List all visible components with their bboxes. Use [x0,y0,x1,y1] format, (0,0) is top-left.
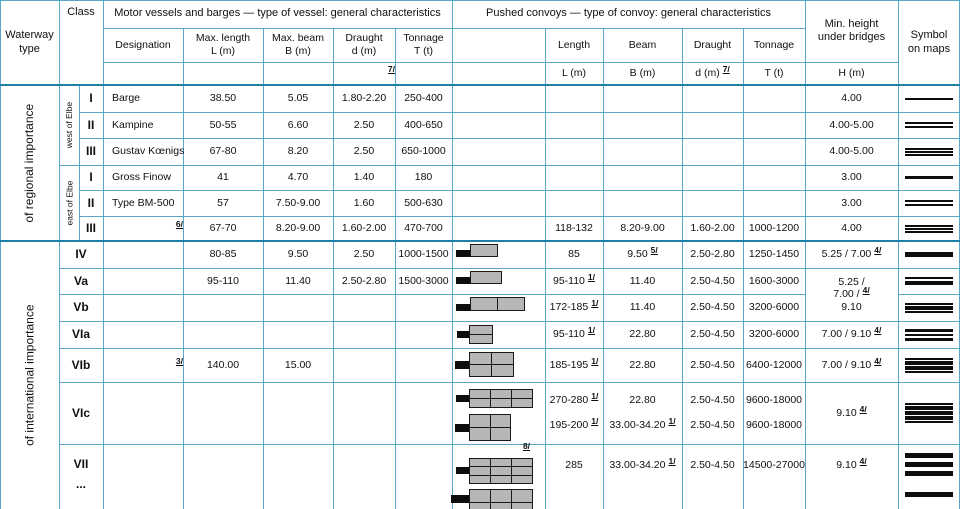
pushed-convoys-group-header: Pushed convoys — type of convoy: general characteristics [486,7,771,20]
convoy-value-cell: 285 [565,458,583,471]
value-cell: 650-1000 [401,145,446,158]
tonnage-header: Tonnage T (t) [403,32,444,57]
convoy-diagram-2x2 [469,414,511,441]
west-of-elbe-label: west of Elbe [63,101,74,149]
value-cell: 1.60 [353,196,375,209]
min-height-header: Min. height under bridges [817,17,886,43]
convoy-diagram-1x2 [469,325,493,344]
value-cell: 470-700 [404,222,443,235]
convoy-beam-unit: B (m) [629,67,656,80]
value-cell: 250-400 [404,92,443,105]
east-of-elbe-label: east of Elbe [63,180,74,226]
value-cell: 41 [217,171,229,184]
min-height-cell: 3.00 [841,171,862,184]
convoy-value-cell: 1.60-2.00 [690,222,735,235]
draught-header: Draught d (m) [345,32,383,57]
min-height-cell: 3.00 [841,196,862,209]
class-cell: II [87,195,95,210]
min-height-cell: 4.00-5.00 [829,118,874,131]
regional-importance-label: of regional importance [22,103,37,223]
value-cell: 95-110 [207,274,239,287]
min-height-cell: 7.00 / 9.10 4/ [821,355,882,371]
designation-cell: Barge [112,92,141,105]
value-cell: 180 [414,171,433,184]
designation-cell: Gustav Kœnigs [112,145,185,158]
value-cell: 1000-1500 [398,248,449,261]
class-cell: II [87,117,95,132]
map-symbol [905,216,953,241]
map-symbol [905,321,953,348]
min-height-cell: 4.00 [841,92,862,105]
map-symbol [905,85,953,112]
convoy-value-cell: 2.50-2.80 [690,248,735,261]
map-symbol [905,190,953,216]
pusher-icon [456,277,470,284]
convoy-value-cell: 11.40 [629,274,656,287]
value-cell: 8.20 [287,145,309,158]
value-cell: 2.50-2.80 [341,274,387,287]
value-cell: 8.20-9.00 [275,222,321,235]
convoy-value-cell: 1250-1450 [748,248,800,261]
map-symbol [905,138,953,165]
value-cell: 1.80-2.20 [341,92,387,105]
min-height-cell: 9.10 4/ [836,403,867,419]
value-cell: 7.50-9.00 [275,196,321,209]
convoy-diagram-1x1 [470,271,502,284]
convoy-value-cell: 2.50-4.50 [690,358,735,371]
value-cell: 2.50 [353,118,375,131]
convoy-value-cell: 11.40 [629,301,656,314]
convoy-value-cell: 172-185 1/ [549,298,599,314]
pusher-icon [456,250,470,257]
value-cell: 5.05 [287,92,309,105]
convoy-value-cell: 95-110 1/ [552,325,595,341]
designation-header: Designation [115,38,171,51]
convoy-footnote: 8/ [522,440,531,451]
map-symbol [905,446,953,482]
convoy-draught-unit: d (m) 7/ [695,64,730,80]
convoy-value-cell: 118-132 [555,222,593,235]
convoy-value-cell: 33.00-34.20 1/ [609,455,676,471]
value-cell: 2.50 [353,248,375,261]
value-cell: 1.60-2.00 [341,222,387,235]
pusher-icon [456,304,470,311]
class-cell: IV [75,247,87,262]
value-cell: 140.00 [206,358,240,371]
convoy-diagram-2x2 [469,352,514,377]
class-cell: III [85,221,96,236]
min-height-cell: 7.00 / 9.10 4/ [821,325,882,341]
convoy-draught-header: Draught [693,38,732,51]
convoy-diagram-3x3 [469,458,533,484]
convoy-value-cell: 2.50-4.50 [690,274,735,287]
convoy-value-cell: 9600-18000 9600-18000 [745,394,803,432]
designation-cell: Kampine [112,118,154,131]
draught-footnote: 7/ [387,64,395,75]
designation-cell: Gross Finow [112,171,171,184]
convoy-diagram-3x2 [469,389,533,408]
grid-line [452,0,453,509]
convoy-value-cell: 14500-27000 [743,458,805,471]
value-cell: 1500-3000 [398,274,449,287]
convoy-tonnage-unit: T (t) [764,67,784,80]
value-cell: 11.40 [285,274,311,287]
designation-footnote-cell: 3/ [175,355,183,366]
value-cell: 67-80 [209,145,237,158]
map-symbol [905,241,953,268]
convoy-value-cell: 2.50-4.50 2.50-4.50 [690,394,735,432]
value-cell: 67-70 [209,222,237,235]
class-cell: Va [73,273,88,288]
class-header: Class [67,6,95,18]
convoy-value-cell: 22.80 [629,358,656,371]
class-cell: I [89,170,93,185]
class-cell: III [85,144,96,159]
convoy-value-cell: 8.20-9.00 [620,222,665,235]
pusher-icon [456,467,469,474]
pusher-icon [455,361,469,369]
value-cell: 9.50 [287,248,309,261]
class-cell: Vb [73,300,89,315]
designation-footnote-cell: 6/ [175,219,183,230]
international-importance-label: of international importance [22,304,37,446]
value-cell: 1.40 [353,171,375,184]
min-height-cell: 4.00 [841,222,862,235]
grid-line [103,0,104,509]
pusher-icon [457,331,469,338]
convoy-value-cell: 1600-3000 [748,274,800,287]
convoy-value-cell: 9.50 5/ [627,245,658,261]
convoy-value-cell: 270-280 $^{1/}$ 195-200 $^{1/}$ [549,391,599,432]
convoy-diagram-1x1 [470,244,498,257]
convoy-value-cell: 22.80 33.00-34.20 $^{1/}$ [609,394,676,432]
value-cell: 500-630 [404,196,443,209]
value-cell: 38.50 [209,92,237,105]
convoy-tonnage-header: Tonnage [753,38,795,51]
convoy-beam-header: Beam [628,38,657,51]
convoy-length-header: Length [557,38,591,51]
map-symbol [905,348,953,382]
class-cell: VIb [71,357,91,372]
value-cell: 80-85 [209,248,237,261]
map-symbol [905,112,953,138]
min-height-cell: 9.10 4/ [836,455,867,471]
value-cell: 2.50 [353,145,375,158]
designation-cell: Type BM-500 [112,196,175,209]
map-symbol [905,268,953,294]
map-symbol [905,382,953,444]
value-cell: 57 [217,196,229,209]
value-cell: 6.60 [287,118,309,131]
class-cell: VIa [71,327,90,342]
min-height-cell: 5.25 / 7.00 4/ [821,245,882,261]
min-height-unit: H (m) [838,67,865,80]
convoy-value-cell: 3200-6000 [748,301,800,314]
class-cell: I [89,91,93,106]
pusher-icon [451,495,469,503]
convoy-value-cell: 3200-6000 [748,328,800,341]
map-symbol [905,165,953,190]
value-cell: 50-55 [209,118,237,131]
waterway-type-header: Waterway type [5,29,54,55]
convoy-value-cell: 6400-12000 [745,358,803,371]
convoy-value-cell: 2.50-4.50 [690,458,735,471]
class-cell: VII ... [73,456,89,491]
convoy-diagram-3x2-partial [469,489,533,509]
convoy-value-cell: 2.50-4.50 [690,328,735,341]
motor-vessels-group-header: Motor vessels and barges — type of vessel: general characteristics [114,7,441,20]
symbol-header: Symbol on maps [907,29,951,55]
convoy-value-cell: 2.50-4.50 [690,301,735,314]
convoy-value-cell: 185-195 1/ [549,355,599,371]
max-beam-header: Max. beam B (m) [272,32,324,57]
map-symbol [905,490,953,498]
convoy-diagram-2x1 [470,297,525,311]
convoy-value-cell: 1000-1200 [748,222,800,235]
pusher-icon [456,395,469,402]
convoy-length-unit: L (m) [561,67,587,80]
convoy-value-cell: 85 [568,248,580,261]
min-height-cell: 5.25 / 7.00 / $^{4/}$ 9.10 [833,276,870,313]
convoy-value-cell: 22.80 [629,328,656,341]
min-height-cell: 4.00-5.00 [829,145,874,158]
class-cell: VIc [71,405,90,420]
value-cell: 15.00 [284,358,312,371]
convoy-value-cell: 95-110 1/ [552,271,595,287]
max-length-header: Max. length L (m) [195,32,251,57]
value-cell: 4.70 [287,171,309,184]
map-symbol [905,294,953,321]
pusher-icon [455,424,469,432]
value-cell: 400-650 [404,118,443,131]
